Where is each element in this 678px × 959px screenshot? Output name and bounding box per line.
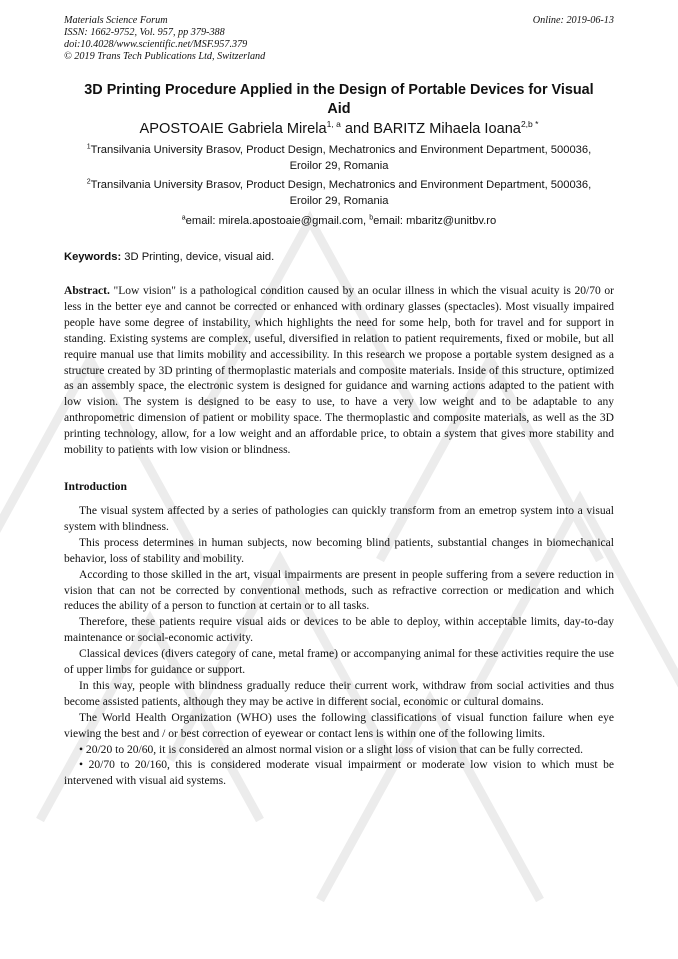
author-1-superscript: 1, a — [326, 119, 341, 130]
abstract — [64, 284, 614, 459]
doi-line: doi:10.4028/www.scientific.net/MSF.957.379 — [64, 39, 248, 50]
email-b: email: mbaritz@unitbv.ro — [373, 215, 497, 227]
affiliation-1-text: Transilvania University Brasov, Product Design, Mechatronics and Environment Department, 500036, Eroilor 29, Romania — [90, 144, 592, 172]
keywords — [64, 250, 614, 265]
author-2-superscript: 2,b * — [520, 119, 539, 130]
paragraph: Therefore, these patients require visual aids or devices to be able to deploy, within acceptable limits, day-to-day maintenance or social-economic activity. — [64, 616, 614, 645]
online-date: Online: 2019-06-13 — [532, 15, 614, 26]
issn-line: ISSN: 1662-9752, Vol. 957, pp 379-388 — [64, 27, 225, 38]
journal-header — [64, 15, 614, 63]
email-a-superscript: a — [181, 214, 186, 222]
author-conjunction: and — [340, 121, 374, 137]
abstract-label: Abstract. — [64, 285, 110, 297]
introduction-body — [64, 504, 614, 790]
keywords-text: 3D Printing, device, visual aid. — [121, 251, 275, 263]
paragraph: Classical devices (divers category of cane, metal frame) or accompanying animal for these activities require the use of upper limbs for guidance or support. — [64, 648, 614, 677]
affiliation-1-superscript: 1 — [86, 143, 91, 151]
bullet-paragraph: • 20/20 to 20/60, it is considered an almost normal vision or a slight loss of vision that can be fully corrected. — [79, 743, 583, 756]
email-b-superscript: b — [369, 214, 374, 222]
author-2: BARITZ Mihaela Ioana — [373, 121, 521, 137]
bullet-paragraph: • 20/70 to 20/160, this is considered moderate visual impairment or moderate low vision to which must be intervened with visual aid systems. — [64, 759, 614, 788]
paper-page — [64, 15, 614, 790]
paragraph: In this way, people with blindness gradually reduce their current work, withdraw from social activities and thus become assisted patients, although they may be active in different social, economic or cultural domains. — [64, 679, 614, 708]
email-a: email: mirela.apostoaie@gmail.com, — [185, 215, 370, 227]
author-line — [64, 120, 614, 139]
affiliation-2 — [76, 178, 602, 209]
paragraph: The visual system affected by a series of pathologies can quickly transform from an emetrop system into a visual system with blindness. — [64, 504, 614, 533]
keywords-label: Keywords: — [64, 251, 122, 263]
paper-title: 3D Printing Procedure Applied in the Design of Portable Devices for Visual Aid — [84, 82, 594, 117]
author-1: APOSTOAIE Gabriela Mirela — [139, 121, 327, 137]
introduction-heading: Introduction — [64, 479, 127, 493]
paragraph: According to those skilled in the art, visual impairments are present in people suffering from a severe reduction in vision that can not be corrected by conventional methods, such as refractive correction or medication and which reduces the ability of a person to function at certain or to all tasks. — [64, 568, 614, 613]
affiliation-2-superscript: 2 — [86, 178, 91, 186]
abstract-text: "Low vision" is a pathological condition caused by an ocular illness in which the visual acuity is 20/70 or less in the better eye and cannot be corrected or enhanced with ordinary glasses (spectacles). Most visually impaired people have some degree of instability, which highlights the need for some help, both for travel and for support in standing. Existing systems are complex, useful, diversified in relation to patient requirements, fixed or mobile, but all require manual use that limits mobility and accessibility. In this research we propose a portable system designed as a structure created by 3D printing of thermoplastic materials and composite materials. Inside of this structure, optimized as an assembly space, the electronic system is designed for guidance and warning actions adapted to the patient with low vision. The system is designed to be easy to use, to have a very low weight and to be adaptable to any anthropometric dimension of patient or mobility space. The thermoplastic and composite materials, as well as the 3D printing technology, allow, for a low weight and an affordable price, to obtain a system that gives more stability and mobility to patients with low vision or blindness. — [64, 285, 614, 457]
affiliation-2-text: Transilvania University Brasov, Product Design, Mechatronics and Environment Department, 500036, Eroilor 29, Romania — [90, 179, 592, 207]
affiliation-1 — [76, 143, 602, 174]
journal-name: Materials Science Forum — [64, 15, 168, 26]
paragraph: This process determines in human subjects, now becoming blind patients, substantial changes in biomechanical behavior, loss of stability and mobility. — [64, 536, 614, 565]
paragraph: The World Health Organization (WHO) uses the following classifications of visual function failure when eye viewing the best and / or best correction of eyewear or contact lens is within one of the following limits. — [64, 711, 614, 740]
email-line — [64, 214, 614, 229]
copyright-line: © 2019 Trans Tech Publications Ltd, Switzerland — [64, 51, 266, 62]
